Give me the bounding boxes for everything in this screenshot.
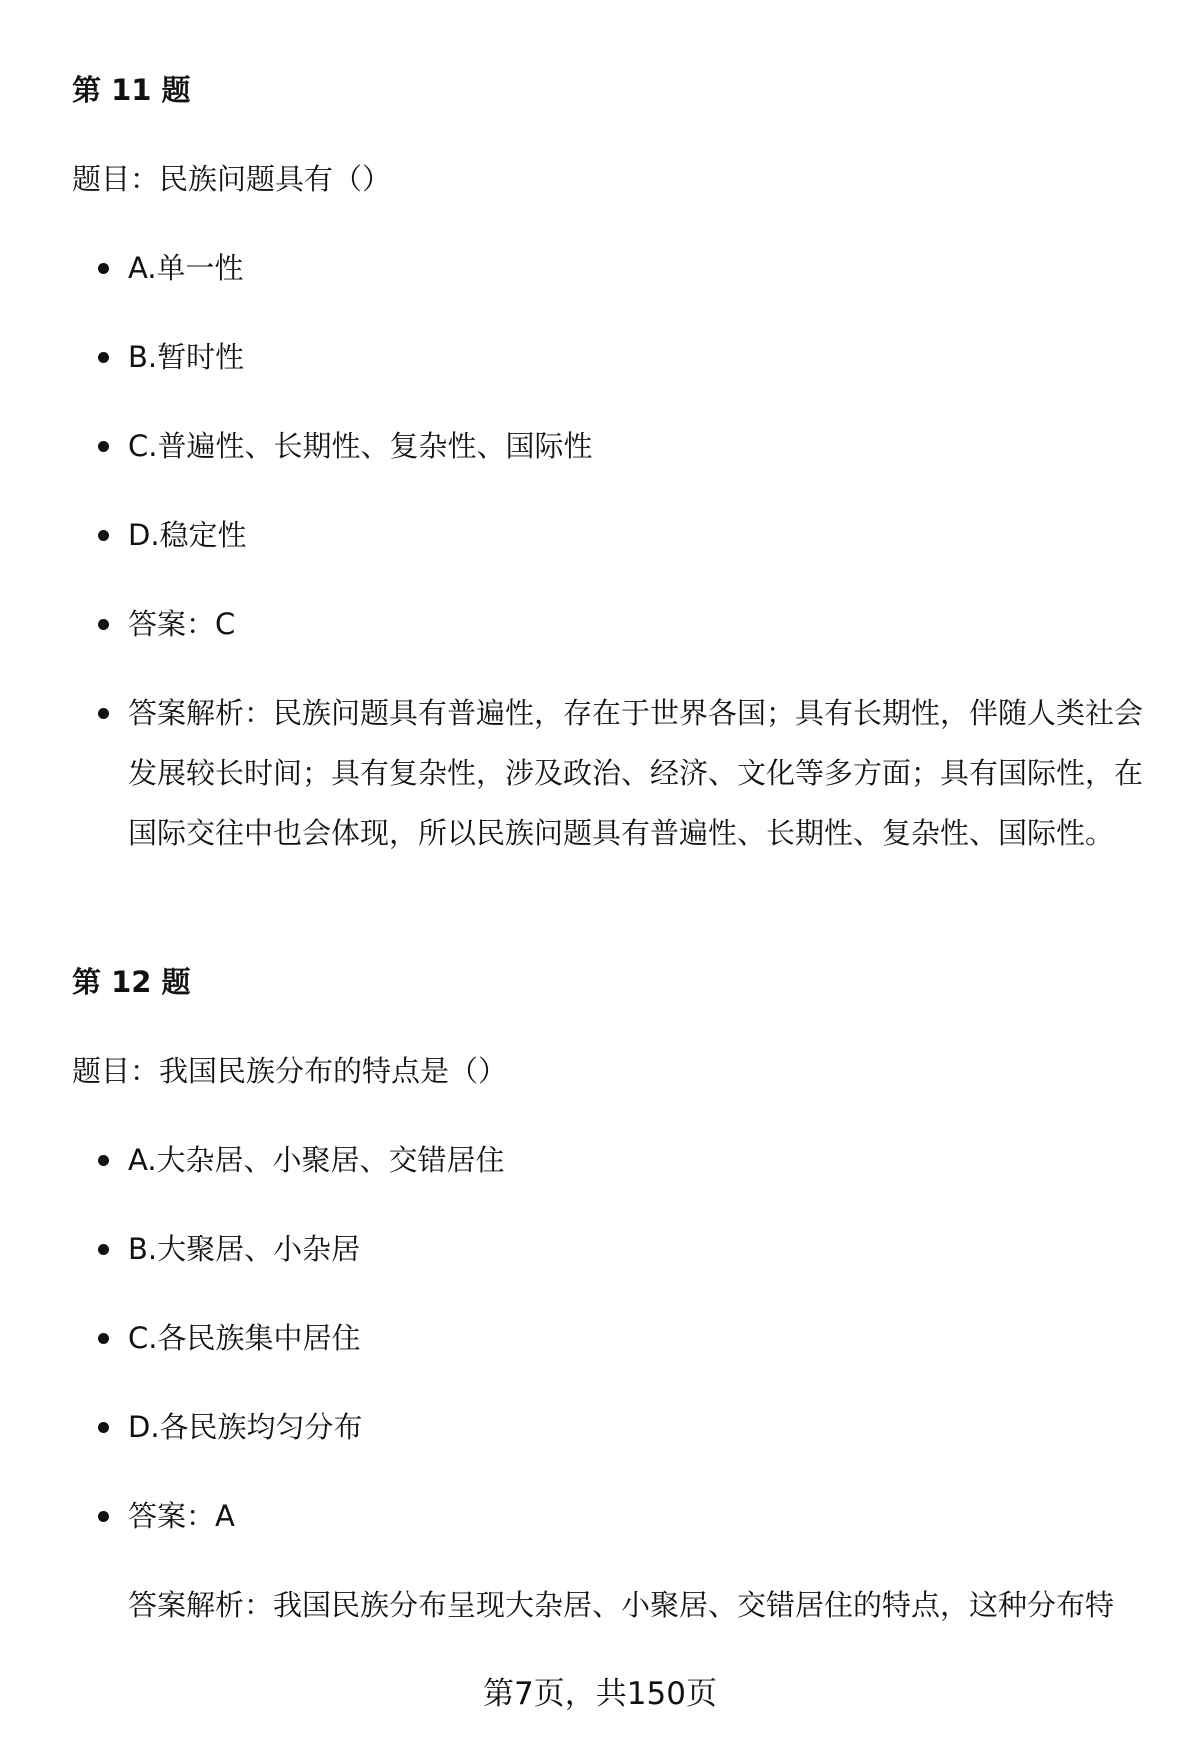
- question-11-analysis: [128, 683, 1143, 863]
- question-11-option-b: [128, 327, 1143, 387]
- question-12-analysis: [128, 1575, 1143, 1633]
- bullet-icon: [98, 1511, 109, 1522]
- question-12-option-d: [128, 1397, 1143, 1457]
- question-12-option-c: [128, 1308, 1143, 1368]
- question-11-option-a: [128, 238, 1143, 298]
- answer-text: 答案：A: [128, 1499, 235, 1533]
- bullet-icon: [98, 263, 109, 274]
- bullet-icon: [98, 1155, 109, 1166]
- option-text: D.稳定性: [128, 518, 247, 552]
- bullet-icon: [98, 708, 109, 719]
- answer-text: 答案：C: [128, 607, 236, 641]
- question-11-heading: 第 11 题: [72, 73, 191, 107]
- option-text: D.各民族均匀分布: [128, 1410, 363, 1444]
- question-11-option-d: [128, 505, 1143, 565]
- question-12-option-b: [128, 1219, 1143, 1279]
- option-text: C.各民族集中居住: [128, 1321, 361, 1355]
- option-text: C.普遍性、长期性、复杂性、国际性: [128, 429, 593, 463]
- question-11-stem: 题目：民族问题具有（）: [72, 162, 392, 196]
- option-text: B.暂时性: [128, 340, 245, 374]
- bullet-icon: [98, 1422, 109, 1433]
- option-text: A.单一性: [128, 251, 244, 285]
- bullet-icon: [98, 1244, 109, 1255]
- question-12-stem: 题目：我国民族分布的特点是（）: [72, 1054, 508, 1088]
- page-number: 第7页，共150页: [483, 1676, 717, 1712]
- question-12-option-a: [128, 1130, 1143, 1190]
- option-text: B.大聚居、小杂居: [128, 1232, 361, 1266]
- question-11-option-c: [128, 416, 1143, 476]
- bullet-icon: [98, 530, 109, 541]
- question-12-heading: 第 12 题: [72, 965, 191, 999]
- bullet-icon: [98, 441, 109, 452]
- question-12-answer: [128, 1486, 1143, 1546]
- analysis-text: 答案解析：我国民族分布呈现大杂居、小聚居、交错居住的特点，这种分布特: [128, 1588, 1115, 1622]
- option-text: A.大杂居、小聚居、交错居住: [128, 1143, 505, 1177]
- question-11-answer: [128, 594, 1143, 654]
- bullet-icon: [98, 352, 109, 363]
- analysis-text: 答案解析：民族问题具有普遍性，存在于世界各国；具有长期性，伴随人类社会发展较长时间；具有复杂性，涉及政治、经济、文化等多方面；具有国际性，在国际交往中也会体现，所以民族问题具有普遍性、长期性、复杂性、国际性。: [128, 696, 1144, 850]
- bullet-icon: [98, 619, 109, 630]
- bullet-icon: [98, 1333, 109, 1344]
